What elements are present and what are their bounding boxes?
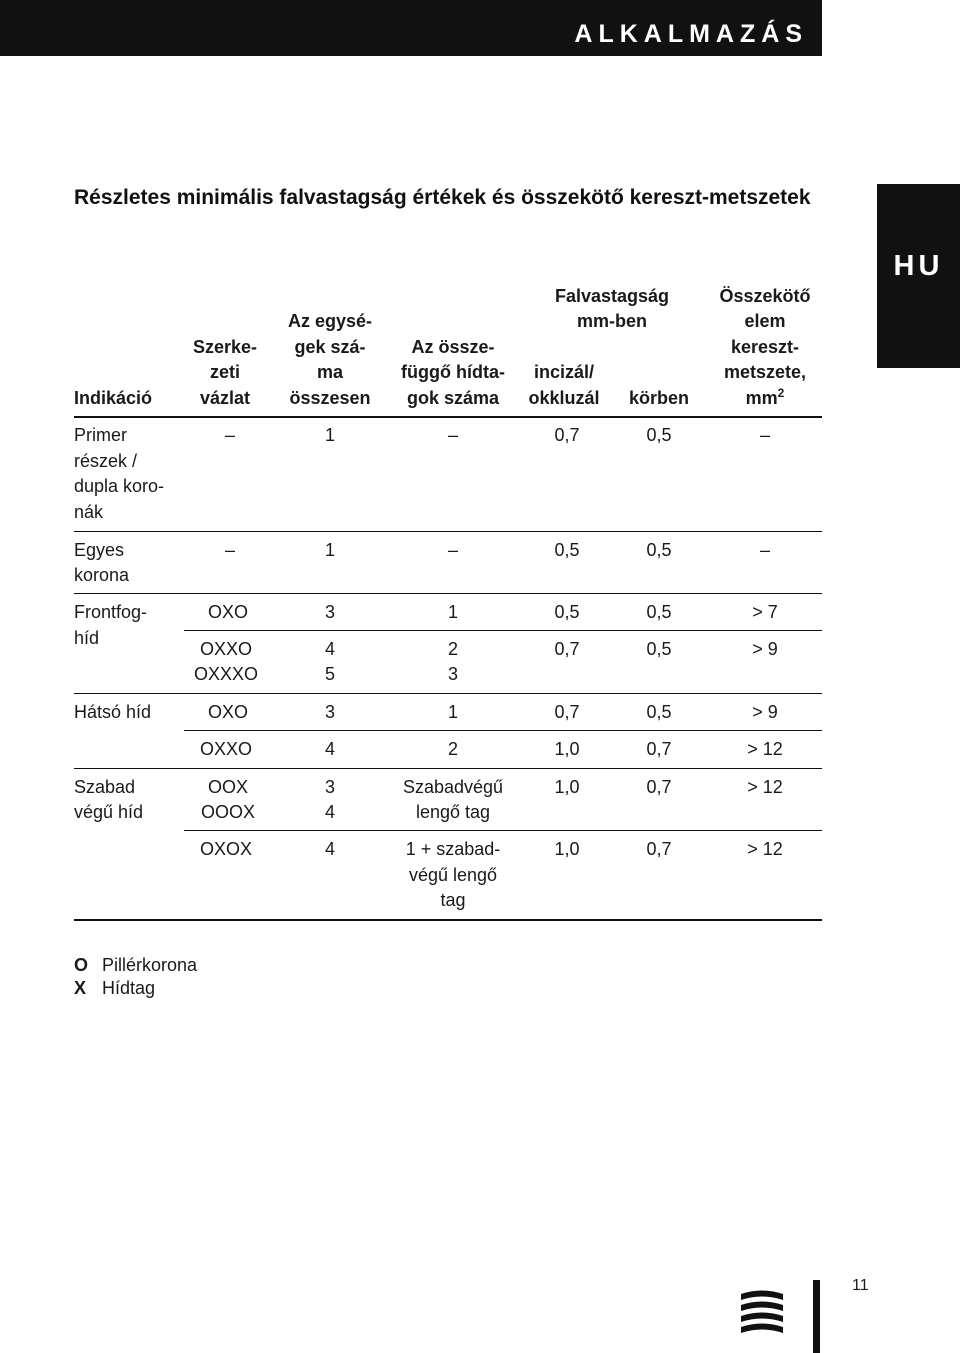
language-label: HU xyxy=(893,250,944,282)
section-title: Részletes minimális falvastagság értékek és összekötő kereszt-metszetek xyxy=(74,186,811,209)
legend-text: Pillérkorona xyxy=(102,955,198,975)
cell-connector: > 12 xyxy=(747,739,783,759)
col-header-pontics-1: Az össze- xyxy=(411,337,495,357)
cell-connector: > 7 xyxy=(752,602,778,622)
row-indication: dupla koro- xyxy=(74,476,165,496)
cell-connector: > 9 xyxy=(752,702,778,722)
cell-connector: – xyxy=(759,425,771,445)
col-header-scheme-3: vázlat xyxy=(199,388,251,408)
col-header-connector-2: elem xyxy=(744,311,786,331)
cell-units: 4 xyxy=(324,839,336,859)
cell-scheme: OXXXO xyxy=(193,664,259,684)
brand-logo-icon xyxy=(739,1288,785,1334)
row-indication: Primer xyxy=(74,425,127,445)
cell-connector: > 12 xyxy=(747,777,783,797)
cell-units: 3 xyxy=(324,702,336,722)
table-bottom-rule xyxy=(74,919,822,921)
cell-units: 5 xyxy=(324,664,336,684)
cell-pontics: végű lengő xyxy=(408,865,498,885)
row-indication: korona xyxy=(74,565,130,585)
cell-pontics: 1 xyxy=(447,602,459,622)
row-rule xyxy=(74,531,822,532)
cell-units: 3 xyxy=(324,602,336,622)
cell-incisal: 0,5 xyxy=(554,540,580,560)
row-indication: részek / xyxy=(74,451,138,471)
footer-divider xyxy=(813,1280,820,1353)
row-rule-partial xyxy=(184,730,822,731)
cell-circular: 0,5 xyxy=(646,540,672,560)
row-rule-partial xyxy=(184,630,822,631)
page-number: 11 xyxy=(852,1277,869,1294)
cell-connector: – xyxy=(759,540,771,560)
legend-item xyxy=(74,954,197,977)
cell-units: 4 xyxy=(324,639,336,659)
cell-scheme: – xyxy=(224,540,236,560)
cell-units: 1 xyxy=(324,540,336,560)
language-tab xyxy=(877,184,960,368)
col-header-incisal-1: incizál/ xyxy=(533,362,595,382)
cell-pontics: 3 xyxy=(447,664,459,684)
cell-units: 1 xyxy=(324,425,336,445)
header-title: ALKALMAZÁS xyxy=(574,20,808,48)
cell-scheme: – xyxy=(224,425,236,445)
cell-circular: 0,7 xyxy=(646,777,672,797)
row-rule xyxy=(74,593,822,594)
header-bar xyxy=(0,0,822,56)
cell-scheme: OXXO xyxy=(199,639,253,659)
col-header-scheme-1: Szerke- xyxy=(192,337,258,357)
cell-circular: 0,7 xyxy=(646,839,672,859)
cell-scheme: OOX xyxy=(207,777,249,797)
row-rule xyxy=(74,768,822,769)
row-indication: nák xyxy=(74,502,104,522)
cell-pontics: lengő tag xyxy=(415,802,491,822)
col-header-circular: körben xyxy=(628,388,690,408)
table-header-rule xyxy=(74,416,822,418)
col-header-incisal-2: okkluzál xyxy=(528,388,600,408)
col-header-pontics-2: függő hídta- xyxy=(401,362,505,382)
cell-incisal: 1,0 xyxy=(554,839,580,859)
cell-units: 3 xyxy=(324,777,336,797)
cell-incisal: 0,7 xyxy=(554,639,580,659)
cell-pontics: – xyxy=(447,540,459,560)
col-header-connector-unit: $mm^2$ xyxy=(745,386,785,408)
cell-circular: 0,5 xyxy=(646,602,672,622)
cell-scheme: OXOX xyxy=(199,839,253,859)
col-header-units-2: gek szá- xyxy=(294,337,366,357)
row-indication: Szabad xyxy=(74,777,136,797)
col-header-indication: Indikáció xyxy=(74,388,153,408)
cell-incisal: 0,7 xyxy=(554,425,580,445)
legend-item xyxy=(74,977,155,1000)
cell-connector: > 12 xyxy=(747,839,783,859)
col-header-connector-4: metszete, xyxy=(723,362,807,382)
cell-pontics: 2 xyxy=(447,739,459,759)
cell-circular: 0,5 xyxy=(646,639,672,659)
col-header-units-4: összesen xyxy=(289,388,371,408)
cell-units: 4 xyxy=(324,739,336,759)
cell-pontics: tag xyxy=(440,890,466,910)
cell-incisal: 0,7 xyxy=(554,702,580,722)
col-header-units-3: ma xyxy=(316,362,344,382)
col-header-connector-3: kereszt- xyxy=(730,337,800,357)
cell-scheme: OXO xyxy=(207,602,249,622)
row-rule xyxy=(74,693,822,694)
cell-pontics: 2 xyxy=(447,639,459,659)
cell-circular: 0,5 xyxy=(646,702,672,722)
col-header-wall-2: mm-ben xyxy=(576,311,648,331)
cell-incisal: 0,5 xyxy=(554,602,580,622)
cell-pontics: – xyxy=(447,425,459,445)
cell-circular: 0,5 xyxy=(646,425,672,445)
cell-circular: 0,7 xyxy=(646,739,672,759)
row-indication: híd xyxy=(74,628,100,648)
cell-incisal: 1,0 xyxy=(554,739,580,759)
legend-symbol: O xyxy=(74,955,89,975)
legend-symbol: X xyxy=(74,978,87,998)
cell-scheme: OXXO xyxy=(199,739,253,759)
cell-pontics: Szabadvégű xyxy=(402,777,504,797)
cell-scheme: OXO xyxy=(207,702,249,722)
col-header-units-1: Az egysé- xyxy=(287,311,373,331)
cell-connector: > 9 xyxy=(752,639,778,659)
cell-pontics: 1 + szabad- xyxy=(405,839,501,859)
col-header-scheme-2: zeti xyxy=(209,362,241,382)
row-indication: Egyes xyxy=(74,540,125,560)
col-header-pontics-3: gok száma xyxy=(406,388,500,408)
cell-units: 4 xyxy=(324,802,336,822)
cell-pontics: 1 xyxy=(447,702,459,722)
cell-scheme: OOOX xyxy=(200,802,256,822)
col-header-wall-1: Falvastagság xyxy=(554,286,670,306)
row-indication: végű híd xyxy=(74,802,144,822)
row-rule-partial xyxy=(184,830,822,831)
legend-text: Hídtag xyxy=(102,978,156,998)
row-indication: Hátsó híd xyxy=(74,702,152,722)
col-header-connector-1: Összekötő xyxy=(719,286,811,306)
cell-incisal: 1,0 xyxy=(554,777,580,797)
row-indication: Frontfog- xyxy=(74,602,148,622)
